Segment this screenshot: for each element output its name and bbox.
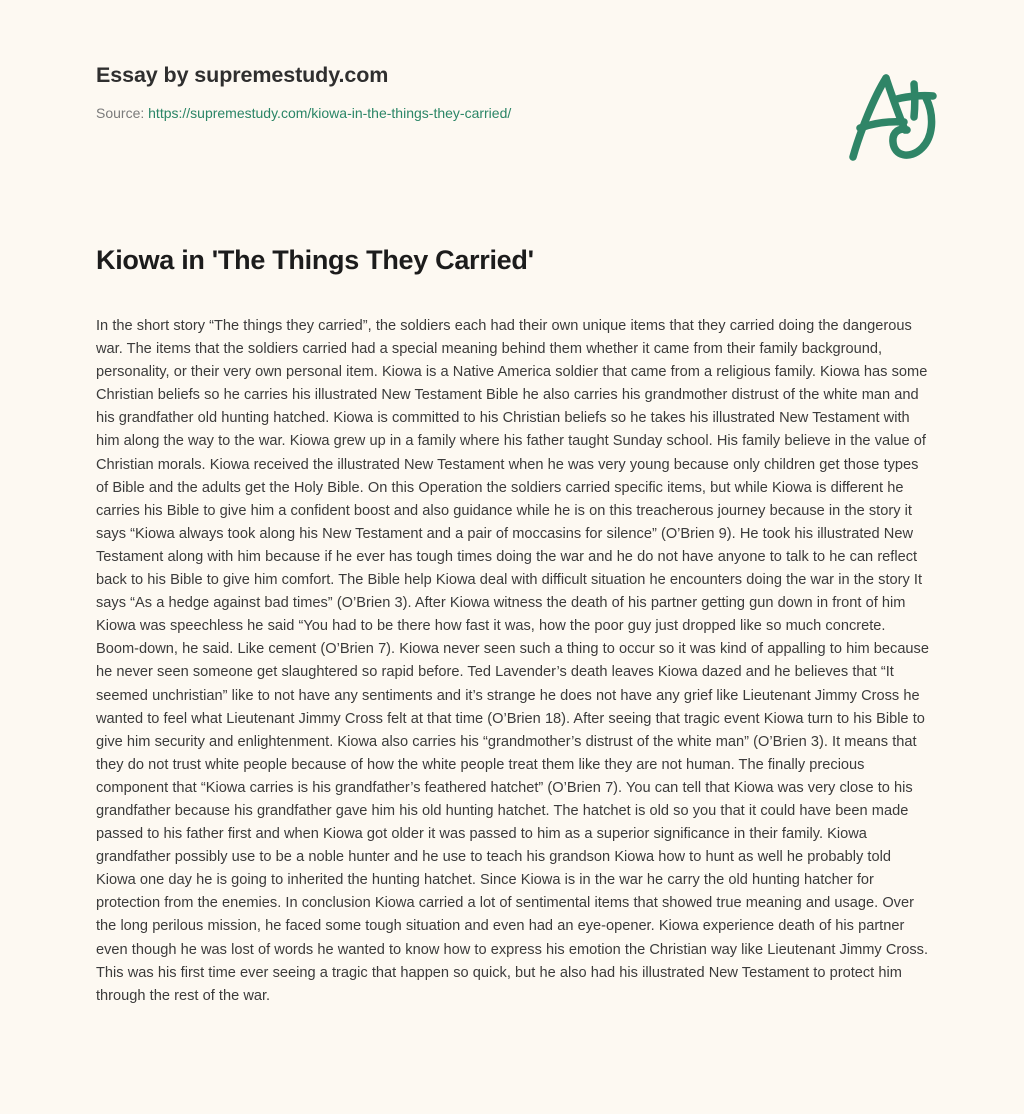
a-plus-logo-icon — [830, 52, 950, 172]
document-header — [96, 62, 928, 182]
article-paragraph: In the short story “The things they carried”, the soldiers each had their own unique items that they carried doing the dangerous war. The items that the soldiers carried had a special meaning behind them whether it came from their family background, personality, or their very own personal item. Kiowa is a Native America soldier that came from a religious family. Kiowa has some Christian beliefs so he carries his illustrated New Testament Bible he also carries his grandmother distrust of the white man and his grandfather old hunting hatched. Kiowa is committed to his Christian beliefs so he takes his illustrated New Testament with him along the way to the war. Kiowa grew up in a family where his father taught Sunday school. His family believe in the value of Christian morals. Kiowa received the illustrated New Testament when he was very young because only children get those types of Bible and the adults get the Holy Bible. On this Operation the soldiers carried specific items, but while Kiowa is different he carries his Bible to give him a confident boost and also guidance while he is on this treacherous journey because in the story it says “Kiowa always took along his New Testament and a pair of moccasins for silence” (O’Brien 9). He took his illustrated New Testament along with him because if he ever has tough times doing the war and he do not have anyone to talk to he can reflect back to his Bible to give him comfort. The Bible help Kiowa deal with difficult situation he encounters doing the war in the story It says “As a hedge against bad times” (O’Brien 3). After Kiowa witness the death of his partner getting gun down in front of him Kiowa was speechless he said “You had to be there how fast it was, how the poor guy just dropped like so much concrete. Boom-down, he said. Like cement (O’Brien 7). Kiowa never seen such a thing to occur so it was kind of appalling to him because he never seen someone get slaughtered so rapid before. Ted Lavender’s death leaves Kiowa dazed and he believes that “It seemed unchristian” like to not have any sentiments and it’s strange he does not have any grief like Lieutenant Jimmy Cross he wanted to feel what Lieutenant Jimmy Cross felt at that time (O’Brien 18). After seeing that tragic event Kiowa turn to his Bible to give him security and enlightenment. Kiowa also carries his “grandmother’s distrust of the white man” (O’Brien 3). It means that they do not trust white people because of how the white people treat them like they are not human. The finally precious component that “Kiowa carries is his grandfather’s feathered hatchet” (O’Brien 7). You can tell that Kiowa was very close to his grandfather because his grandfather gave him his old hunting hatchet. The hatchet is old so you that it could have been made passed to his father first and when Kiowa got older it was passed to him as a superior significance in their family. Kiowa grandfather possibly use to be a noble hunter and he use to teach his grandson Kiowa how to hunt as well he probably told Kiowa one day he is going to inherited the hunting hatchet. Since Kiowa is in the war he carry the old hunting hatcher for protection from the enemies. In conclusion Kiowa carried a lot of sentimental items that showed true meaning and usage. Over the long perilous mission, he faced some tough situation and even had an eye-opener. Kiowa experience death of his partner even though he was lost of words he wanted to know how to express his emotion the Christian way like Lieutenant Jimmy Cross. This was his first time ever seeing a tragic that happen so quick, but he also had his illustrated New Testament to protect him through the rest of the war. — [96, 318, 929, 1004]
source-line — [96, 104, 928, 122]
source-url-link[interactable]: https://supremestudy.com/kiowa-in-the-things-they-carried/ — [148, 105, 512, 121]
brand-title: Essay by supremestudy.com — [96, 63, 389, 87]
source-label: Source: — [96, 105, 145, 121]
page-title: Kiowa in 'The Things They Carried' — [96, 245, 534, 275]
a-plus-logo — [830, 52, 950, 172]
article — [96, 243, 930, 1008]
article-body — [96, 315, 930, 1008]
